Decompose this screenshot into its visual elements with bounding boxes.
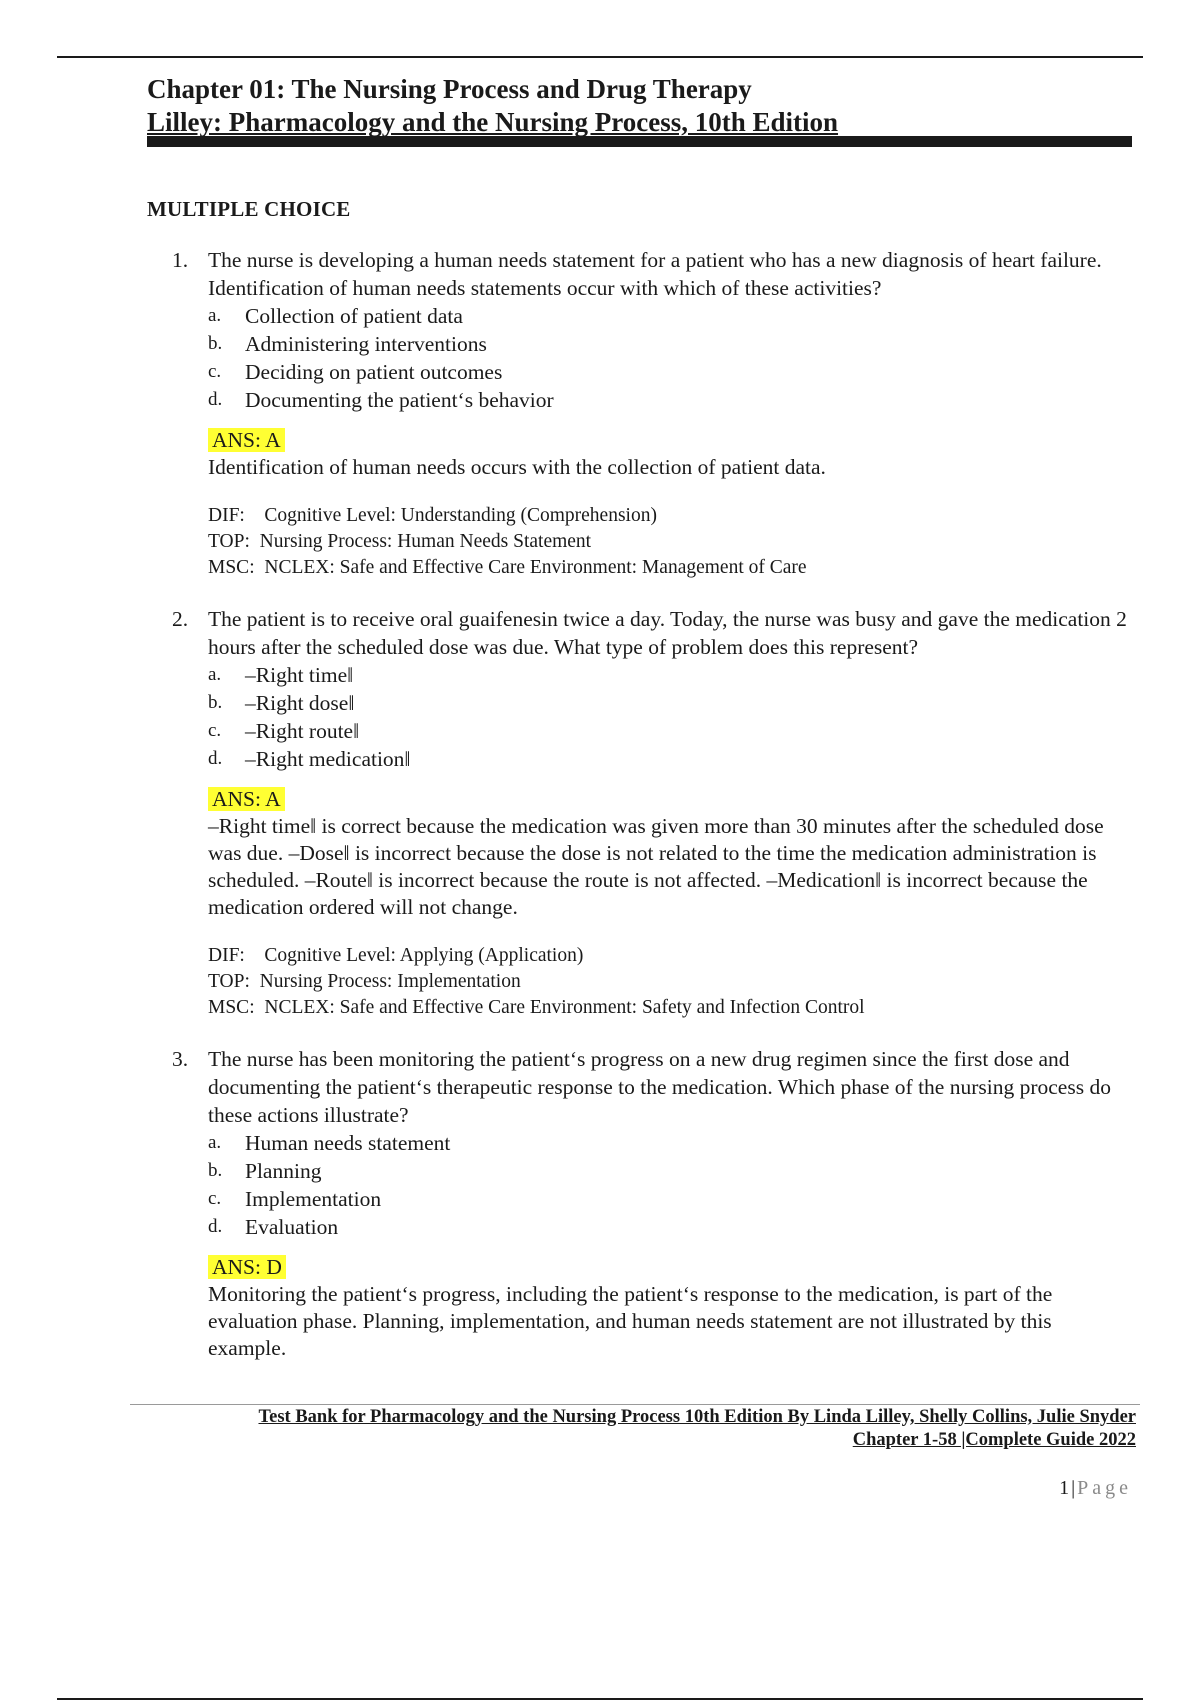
- option-b: [208, 330, 1132, 358]
- rationale: Identification of human needs occurs with the collection of patient data.: [208, 455, 826, 479]
- option-c: [208, 717, 1132, 745]
- option-text: Deciding on patient outcomes: [245, 360, 503, 384]
- top-rule: [57, 56, 1143, 58]
- option-a: [208, 661, 1132, 689]
- question-2: [147, 605, 1132, 1021]
- page-number: [1059, 1477, 1132, 1500]
- answer-line: [208, 1253, 1132, 1281]
- question-1: [147, 246, 1132, 581]
- question-stem: The nurse has been monitoring the patient‘s progress on a new drug regimen since the first dose and documenting the patient‘s therapeutic response to the medication. Which phase of the nursing process do these actions illustrate?: [208, 1047, 1111, 1127]
- topic: TOP: Nursing Process: Human Needs Statement: [208, 531, 592, 552]
- question-number: 2.: [172, 607, 189, 631]
- msc: MSC: NCLEX: Safe and Effective Care Environment: Management of Care: [208, 557, 807, 578]
- option-letter: a.: [208, 305, 222, 326]
- option-letter: b.: [208, 1160, 223, 1181]
- page-separator: |: [1071, 1477, 1078, 1499]
- footer-line-2: Chapter 1-58 |Complete Guide 2022: [852, 1430, 1136, 1450]
- option-d: [208, 386, 1132, 414]
- option-letter: d.: [208, 1216, 223, 1237]
- option-letter: d.: [208, 748, 223, 769]
- question-stem: The patient is to receive oral guaifenesin twice a day. Today, the nurse was busy and gave the medication 2 hours after the scheduled dose was due. What type of problem does this represent?: [208, 607, 1127, 659]
- option-letter: c.: [208, 720, 222, 741]
- option-text: Documenting the patient‘s behavior: [245, 388, 554, 412]
- answer-key: ANS: A: [208, 787, 285, 811]
- chapter-title: [147, 73, 1132, 139]
- question-metadata: [208, 943, 1132, 1021]
- option-text: Evaluation: [245, 1215, 339, 1239]
- option-letter: c.: [208, 1188, 222, 1209]
- option-text: –Right medication‖: [245, 747, 411, 771]
- footer-rule: [130, 1404, 1140, 1405]
- option-text: Human needs statement: [245, 1131, 451, 1155]
- option-letter: b.: [208, 692, 223, 713]
- option-text: Implementation: [245, 1187, 382, 1211]
- difficulty: DIF: Cognitive Level: Understanding (Comprehension): [208, 505, 657, 526]
- option-text: Planning: [245, 1159, 322, 1183]
- title-line-1: Chapter 01: The Nursing Process and Drug Therapy: [147, 74, 752, 104]
- option-letter: c.: [208, 361, 222, 382]
- difficulty: DIF: Cognitive Level: Applying (Application): [208, 945, 584, 966]
- section-heading: MULTIPLE CHOICE: [147, 197, 351, 221]
- answer-options: [208, 661, 1132, 773]
- option-text: –Right dose‖: [245, 691, 355, 715]
- question-3: [147, 1045, 1132, 1362]
- question-metadata: [208, 503, 1132, 581]
- option-b: [208, 689, 1132, 717]
- option-d: [208, 745, 1132, 773]
- answer-line: [208, 785, 1132, 813]
- page-number-value: 1: [1059, 1477, 1072, 1499]
- option-text: –Right route‖: [245, 719, 360, 743]
- option-letter: d.: [208, 389, 223, 410]
- option-letter: a.: [208, 1132, 222, 1153]
- topic: TOP: Nursing Process: Implementation: [208, 971, 521, 992]
- option-text: Administering interventions: [245, 332, 487, 356]
- option-text: –Right time‖: [245, 663, 354, 687]
- option-text: Collection of patient data: [245, 304, 463, 328]
- option-a: [208, 1129, 1132, 1157]
- answer-key: ANS: A: [208, 428, 285, 452]
- option-letter: b.: [208, 333, 223, 354]
- option-d: [208, 1213, 1132, 1241]
- msc: MSC: NCLEX: Safe and Effective Care Environment: Safety and Infection Control: [208, 997, 865, 1018]
- answer-line: [208, 426, 1132, 454]
- answer-key: ANS: D: [208, 1255, 286, 1279]
- option-c: [208, 1185, 1132, 1213]
- footer-line-1: Test Bank for Pharmacology and the Nursing Process 10th Edition By Linda Lilley, Shelly Collins, Julie Snyder: [258, 1407, 1136, 1427]
- rationale: Monitoring the patient‘s progress, including the patient‘s response to the medication, is part of the evaluation phase. Planning, implementation, and human needs statement are not illustrated by this example.: [208, 1282, 1053, 1360]
- answer-options: [208, 1129, 1132, 1241]
- question-number: 1.: [172, 248, 189, 272]
- title-line-2: Lilley: Pharmacology and the Nursing Process, 10th Edition: [147, 107, 839, 137]
- option-c: [208, 358, 1132, 386]
- answer-options: [208, 302, 1132, 414]
- page-footer: [258, 1406, 1136, 1452]
- page-content: [147, 73, 1132, 1362]
- option-a: [208, 302, 1132, 330]
- option-b: [208, 1157, 1132, 1185]
- question-number: 3.: [172, 1047, 189, 1071]
- rationale: –Right time‖ is correct because the medication was given more than 30 minutes after the scheduled dose was due. –Dose‖ is incorrect because the dose is not related to the time the medication administration is scheduled. –Route‖ is incorrect because the route is not affected. –Medication‖ is incorrect because the medication ordered will not change.: [208, 814, 1104, 919]
- option-letter: a.: [208, 664, 222, 685]
- page-label: Page: [1077, 1477, 1132, 1499]
- question-stem: The nurse is developing a human needs statement for a patient who has a new diagnosis of heart failure. Identification of human needs statements occur with which of these activities?: [208, 248, 1102, 300]
